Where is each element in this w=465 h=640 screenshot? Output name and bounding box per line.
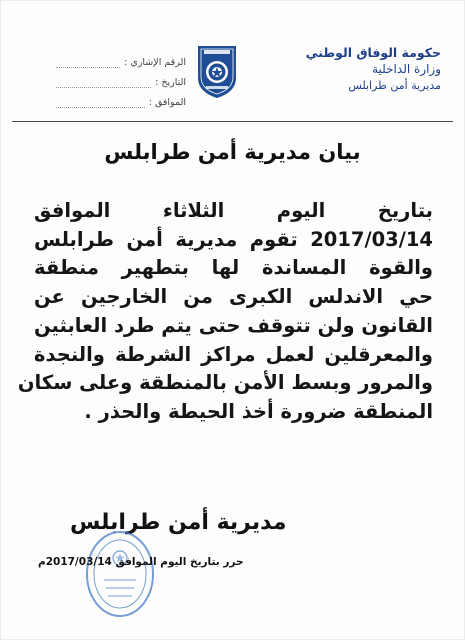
body-line: القانون ولن تتوقف حتى يتم طرد العابثين: [34, 313, 433, 337]
official-stamp-icon: [84, 528, 156, 620]
statement-body: [17, 197, 433, 427]
corresponding-label: الموافق :: [148, 96, 186, 108]
police-emblem-icon: [196, 42, 238, 100]
header-divider: [12, 121, 453, 122]
directorate-name: مديرية أمن طرابلس: [348, 79, 441, 92]
body-line: 2017/03/14 تقوم مديرية أمن طرابلس: [34, 227, 433, 251]
reference-number-label: الرقم الإشاري :: [124, 56, 186, 68]
body-line: والمرور وبسط الأمن بالمنطقة وعلى سكان: [17, 371, 433, 395]
body-line: والمعرقلين لعمل مراكز الشرطة والنجدة: [34, 342, 433, 366]
body-line: المنطقة ضرورة أخذ الحيطة والحذر .: [84, 399, 433, 423]
body-line: بتاريخ اليوم الثلاثاء الموافق: [34, 199, 433, 222]
body-line: حي الاندلس الكبرى من الخارجين عن: [34, 285, 433, 309]
corresponding-row: [56, 92, 186, 112]
date-row: [56, 72, 186, 92]
reference-block: [56, 52, 186, 112]
date-label: التاريخ :: [155, 76, 186, 88]
reference-number-blank: [56, 57, 120, 68]
government-name: حكومة الوفاق الوطني: [305, 45, 441, 60]
signature-name: مديرية أمن طرابلس: [70, 510, 287, 535]
date-blank: [56, 77, 151, 88]
body-line: والقوة المساندة لها بتطهير منطقة: [34, 256, 433, 280]
corresponding-blank: [56, 97, 145, 108]
letterhead-issuer: [291, 44, 441, 94]
reference-number-row: [56, 52, 186, 72]
ministry-name: وزارة الداخلية: [372, 62, 441, 76]
signature-date: حرر بتاريخ اليوم الموافق 2017/03/14م: [38, 556, 244, 568]
statement-title: بيان مديرية أمن طرابلس: [104, 140, 361, 164]
